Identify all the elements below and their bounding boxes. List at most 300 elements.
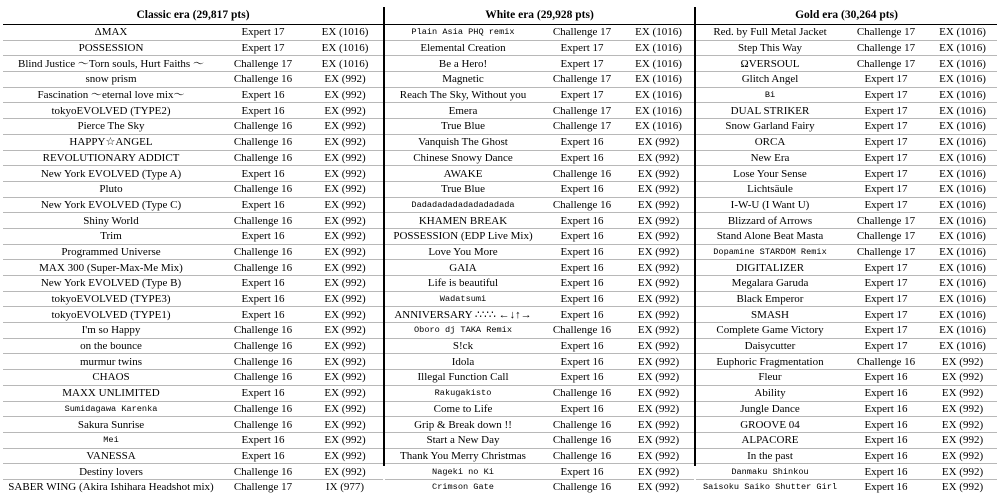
score-cell: EX (992) [941,481,984,494]
score-cell: EX (1016) [623,56,694,72]
song-title-cell: Love You More [385,244,541,260]
score-cell: EX (1016) [928,166,997,182]
score-cell: EX (992) [623,401,694,417]
score-cell: EX (1016) [928,56,997,72]
song-title-cell: Start a New Day [385,432,541,448]
score-cell: EX (1016) [623,87,694,103]
difficulty-cell: Challenge 17 [844,244,928,260]
table-row [696,228,997,244]
score-cell: EX (992) [307,244,383,260]
score-cell: EX (992) [928,370,997,386]
table-row [696,181,997,197]
song-title-cell: GAIA [385,260,541,276]
table-row [696,385,997,401]
score-cell: EX (1016) [623,40,694,56]
score-cell: EX (992) [623,197,694,213]
table-row [385,432,694,448]
song-title-cell: Nageki no Ki [385,464,541,480]
difficulty-cell: Expert 16 [844,370,928,386]
song-title-cell: Be a Hero! [385,56,541,72]
song-title-cell: I-W-U (I Want U) [696,197,844,213]
table-row [3,25,383,40]
table-row [3,432,383,448]
difficulty-cell: Challenge 16 [219,323,307,339]
difficulty-cell: Expert 17 [844,197,928,213]
song-title-cell: Thank You Merry Christmas [385,448,541,464]
score-cell: EX (1016) [928,197,997,213]
score-cell: EX (1016) [928,181,997,197]
song-title-cell: Destiny lovers [3,464,219,480]
table-row [3,276,383,292]
song-title-cell: Life is beautiful [385,276,541,292]
song-title-cell: Idola [385,354,541,370]
difficulty-cell: Challenge 16 [541,448,623,464]
difficulty-cell: Expert 17 [844,150,928,166]
table-row [385,276,694,292]
song-title-cell: Blind Justice ～Torn souls, Hurt Faiths ～ [3,56,219,72]
score-cell: EX (992) [307,448,383,464]
difficulty-cell: Challenge 16 [219,119,307,135]
table-row [385,401,694,417]
difficulty-cell: Expert 16 [541,150,623,166]
table-row [385,213,694,229]
table-row [3,244,383,260]
score-cell: EX (992) [307,338,383,354]
difficulty-cell: Challenge 17 [844,25,928,40]
song-title-cell: MAX 300 (Super-Max-Me Mix) [3,260,219,276]
table-row [696,213,997,229]
score-cell: EX (1016) [928,244,997,260]
difficulty-cell: Expert 16 [219,307,307,323]
song-title-cell: Rakugakisto [385,385,541,401]
difficulty-cell: Expert 17 [844,291,928,307]
score-cell: EX (992) [623,307,694,323]
song-title-cell: ΩVERSOUL [696,56,844,72]
song-title-cell: Grip & Break down !! [385,417,541,433]
table-row [3,385,383,401]
table-row [385,103,694,119]
song-title-cell: New York EVOLVED (Type A) [3,166,219,182]
score-cell: EX (992) [623,385,694,401]
score-cell: EX (1016) [928,213,997,229]
difficulty-cell: Challenge 16 [219,260,307,276]
song-title-cell: In the past [696,448,844,464]
table-row [696,244,997,260]
column-header: White era (29,928 pts) [385,7,694,25]
difficulty-cell: Expert 17 [219,40,307,56]
column-header: Classic era (29,817 pts) [3,7,383,25]
song-title-cell: Jungle Dance [696,401,844,417]
table-row [696,479,997,494]
table-row [696,103,997,119]
song-title-cell: tokyoEVOLVED (TYPE2) [3,103,219,119]
score-cell: EX (992) [307,150,383,166]
difficulty-cell: Challenge 16 [541,197,623,213]
song-title-cell: Fascination ～eternal love mix～ [3,87,219,103]
score-cell: EX (992) [307,134,383,150]
score-cell: EX (992) [623,323,694,339]
difficulty-cell: Expert 16 [219,166,307,182]
score-cell: EX (992) [307,181,383,197]
table-row [696,307,997,323]
table-row [696,150,997,166]
table-row [3,150,383,166]
table-row [3,260,383,276]
song-title-cell: POSSESSION (EDP Live Mix) [385,228,541,244]
table-row [696,464,997,480]
score-cell: EX (992) [307,197,383,213]
difficulty-cell: Challenge 16 [844,354,928,370]
score-cell: EX (992) [307,166,383,182]
song-title-cell: Dopamine STARDOM Remix [696,244,844,260]
score-cell: EX (992) [307,276,383,292]
score-cell: EX (992) [307,385,383,401]
difficulty-cell: Expert 17 [844,166,928,182]
difficulty-cell: Expert 16 [541,354,623,370]
score-cell: EX (1016) [928,25,997,40]
score-cell: EX (992) [307,432,383,448]
difficulty-cell: Expert 16 [541,291,623,307]
difficulty-cell: Challenge 16 [219,134,307,150]
difficulty-cell: Expert 16 [219,448,307,464]
song-title-cell: Pluto [3,181,219,197]
difficulty-cell: Challenge 16 [219,72,307,88]
table-row [3,40,383,56]
difficulty-cell: Challenge 16 [219,213,307,229]
table-row [696,56,997,72]
table-row [3,181,383,197]
score-cell: EX (992) [307,323,383,339]
difficulty-cell: Expert 16 [219,385,307,401]
table-row [696,134,997,150]
difficulty-cell: Challenge 16 [219,150,307,166]
score-cell: EX (992) [623,354,694,370]
table-row [385,134,694,150]
table-row [3,338,383,354]
table-row [385,40,694,56]
difficulty-cell: Expert 17 [541,56,623,72]
table-row [385,72,694,88]
table-row [385,479,694,494]
difficulty-cell: Expert 16 [219,228,307,244]
song-title-cell: New York EVOLVED (Type B) [3,276,219,292]
song-title-cell: POSSESSION [3,40,219,56]
song-title-cell: True Blue [385,119,541,135]
table-row [696,417,997,433]
table-row [3,307,383,323]
difficulty-cell: Expert 16 [541,213,623,229]
table-row [385,260,694,276]
score-cell: EX (992) [623,370,694,386]
table-row [385,197,694,213]
song-title-cell: tokyoEVOLVED (TYPE1) [3,307,219,323]
song-title-cell: Daisycutter [696,338,844,354]
song-title-cell: Mei [3,432,219,448]
difficulty-cell: Expert 16 [541,276,623,292]
song-title-cell: ORCA [696,134,844,150]
song-title-cell: Red. by Full Metal Jacket [696,25,844,40]
song-title-cell: ALPACORE [696,432,844,448]
song-table [696,25,997,495]
difficulty-cell: Challenge 17 [844,40,928,56]
table-row [3,401,383,417]
difficulty-cell: Expert 16 [844,417,928,433]
difficulty-cell: Challenge 17 [541,119,623,135]
score-cell: EX (1016) [928,260,997,276]
score-cell: EX (992) [623,464,694,480]
song-title-cell: SMASH [696,307,844,323]
table-row [696,370,997,386]
difficulty-cell: Challenge 16 [219,354,307,370]
difficulty-cell: Expert 16 [541,134,623,150]
table-row [696,260,997,276]
table-row [385,181,694,197]
song-title-cell: Danmaku Shinkou [696,464,844,480]
song-title-cell: Elemental Creation [385,40,541,56]
score-cell: EX (1016) [307,40,383,56]
difficulty-cell: Expert 17 [844,72,928,88]
table-row [385,370,694,386]
score-cell: EX (992) [623,228,694,244]
song-title-cell: Blizzard of Arrows [696,213,844,229]
table-row [385,119,694,135]
difficulty-cell: Expert 16 [219,276,307,292]
song-title-cell: SABER WING (Akira Ishihara Headshot mix) [8,481,214,494]
difficulty-cell: Expert 17 [844,260,928,276]
song-title-cell: Complete Game Victory [696,323,844,339]
table-row [3,103,383,119]
difficulty-cell: Expert 16 [844,432,928,448]
difficulty-cell: Challenge 17 [844,228,928,244]
score-cell: EX (992) [623,338,694,354]
table-row [385,25,694,40]
song-title-cell: Programmed Universe [3,244,219,260]
song-title-cell: Step This Way [696,40,844,56]
table-row [696,432,997,448]
score-cell: EX (992) [623,150,694,166]
song-title-cell: Dadadadadadadadadada [385,197,541,213]
table-row [696,291,997,307]
score-cell: EX (992) [928,464,997,480]
difficulty-cell: Expert 16 [219,197,307,213]
score-cell: EX (1016) [928,103,997,119]
score-cell: EX (992) [307,228,383,244]
table-row [3,166,383,182]
era-tables [3,7,997,494]
difficulty-cell: Challenge 17 [541,72,623,88]
table-row [385,87,694,103]
score-cell: EX (1016) [928,72,997,88]
table-row [3,134,383,150]
table-row [3,87,383,103]
table-row [3,119,383,135]
score-cell: EX (992) [623,134,694,150]
score-cell: EX (1016) [623,103,694,119]
table-row [696,401,997,417]
table-row [696,119,997,135]
table-row [696,40,997,56]
difficulty-cell: Expert 16 [844,464,928,480]
score-cell: EX (1016) [928,150,997,166]
score-cell: EX (992) [623,276,694,292]
song-title-cell: Euphoric Fragmentation [696,354,844,370]
song-title-cell: GROOVE 04 [696,417,844,433]
table-row [3,291,383,307]
score-cell: EX (1016) [928,307,997,323]
classic-era-column [3,7,385,494]
difficulty-cell: Expert 16 [219,432,307,448]
table-row [696,166,997,182]
song-title-cell: Stand Alone Beat Masta [696,228,844,244]
song-title-cell: DUAL STRIKER [696,103,844,119]
gold-era-column [696,7,997,494]
table-row [696,338,997,354]
song-title-cell: Bi [696,87,844,103]
difficulty-cell: Expert 16 [541,370,623,386]
white-era-column [385,7,696,494]
score-cell: IX (977) [325,481,365,494]
difficulty-cell: Challenge 17 [541,25,623,40]
song-title-cell: VANESSA [3,448,219,464]
song-title-cell: New Era [696,150,844,166]
table-row [385,338,694,354]
table-row [696,72,997,88]
difficulty-cell: Expert 16 [219,291,307,307]
score-cell: EX (992) [928,354,997,370]
score-cell: EX (992) [307,307,383,323]
table-row [3,213,383,229]
table-row [385,448,694,464]
difficulty-cell: Challenge 16 [541,385,623,401]
score-cell: EX (992) [623,244,694,260]
score-cell: EX (992) [307,260,383,276]
table-row [3,323,383,339]
difficulty-cell: Expert 16 [844,385,928,401]
score-cell: EX (992) [637,481,680,494]
score-cell: EX (1016) [928,40,997,56]
difficulty-cell: Expert 16 [864,481,908,494]
score-cell: EX (992) [307,213,383,229]
table-row [3,56,383,72]
score-cell: EX (992) [307,87,383,103]
song-title-cell: Trim [3,228,219,244]
score-cell: EX (992) [623,213,694,229]
song-title-cell: Black Emperor [696,291,844,307]
score-cell: EX (992) [623,166,694,182]
song-title-cell: Magnetic [385,72,541,88]
column-header: Gold era (30,264 pts) [696,7,997,25]
difficulty-cell: Challenge 16 [541,323,623,339]
table-row [3,228,383,244]
song-title-cell: Emera [385,103,541,119]
difficulty-cell: Expert 16 [219,87,307,103]
score-cell: EX (1016) [928,338,997,354]
table-row [385,150,694,166]
difficulty-cell: Expert 16 [541,181,623,197]
song-title-cell: Wadatsumi [385,291,541,307]
difficulty-cell: Challenge 17 [233,481,293,494]
table-row [385,228,694,244]
table-row [385,354,694,370]
table-row [385,385,694,401]
difficulty-cell: Expert 16 [541,401,623,417]
difficulty-cell: Expert 16 [541,244,623,260]
difficulty-cell: Expert 17 [541,40,623,56]
difficulty-cell: Challenge 16 [552,481,612,494]
difficulty-cell: Challenge 17 [541,103,623,119]
song-title-cell: Come to Life [385,401,541,417]
table-row [385,323,694,339]
song-title-cell: Sumidagawa Karenka [3,401,219,417]
score-cell: EX (992) [623,260,694,276]
score-cell: EX (992) [307,354,383,370]
song-title-cell: True Blue [385,181,541,197]
song-title-cell: AWAKE [385,166,541,182]
table-row [3,72,383,88]
song-title-cell: New York EVOLVED (Type C) [3,197,219,213]
difficulty-cell: Expert 17 [844,119,928,135]
table-row [385,417,694,433]
song-title-cell: on the bounce [3,338,219,354]
difficulty-cell: Expert 17 [844,338,928,354]
difficulty-cell: Expert 16 [541,338,623,354]
difficulty-cell: Expert 17 [219,25,307,40]
song-title-cell: Fleur [696,370,844,386]
song-title-cell: tokyoEVOLVED (TYPE3) [3,291,219,307]
song-table [385,25,694,495]
table-row [385,307,694,323]
song-title-cell: Chinese Snowy Dance [385,150,541,166]
score-cell: EX (992) [623,417,694,433]
song-title-cell: Plain Asia PHQ remix [385,25,541,40]
score-cell: EX (1016) [307,56,383,72]
score-cell: EX (992) [928,432,997,448]
score-cell: EX (992) [623,432,694,448]
score-cell: EX (992) [307,417,383,433]
table-row [696,323,997,339]
song-title-cell: I'm so Happy [3,323,219,339]
score-cell: EX (992) [307,401,383,417]
song-title-cell: Snow Garland Fairy [696,119,844,135]
difficulty-cell: Expert 16 [844,401,928,417]
song-title-cell: Saisoku Saiko Shutter Girl [702,482,838,493]
difficulty-cell: Expert 16 [541,260,623,276]
difficulty-cell: Expert 16 [844,448,928,464]
score-cell: EX (992) [928,417,997,433]
table-row [696,25,997,40]
song-title-cell: REVOLUTIONARY ADDICT [3,150,219,166]
table-row [385,56,694,72]
song-title-cell: DIGITALIZER [696,260,844,276]
difficulty-cell: Expert 16 [541,307,623,323]
song-title-cell: HAPPY☆ANGEL [3,134,219,150]
difficulty-cell: Expert 17 [541,87,623,103]
difficulty-cell: Challenge 16 [219,464,307,480]
difficulty-cell: Challenge 17 [219,56,307,72]
score-cell: EX (1016) [307,25,383,40]
song-title-cell: Lichtsäule [696,181,844,197]
difficulty-cell: Expert 16 [219,103,307,119]
song-title-cell: Sakura Sunrise [3,417,219,433]
score-cell: EX (992) [623,448,694,464]
difficulty-cell: Expert 17 [844,323,928,339]
song-title-cell: CHAOS [3,370,219,386]
table-row [3,479,383,494]
score-cell: EX (1016) [928,228,997,244]
song-title-cell: Oboro dj TAKA Remix [385,323,541,339]
score-cell: EX (992) [307,291,383,307]
table-row [385,464,694,480]
